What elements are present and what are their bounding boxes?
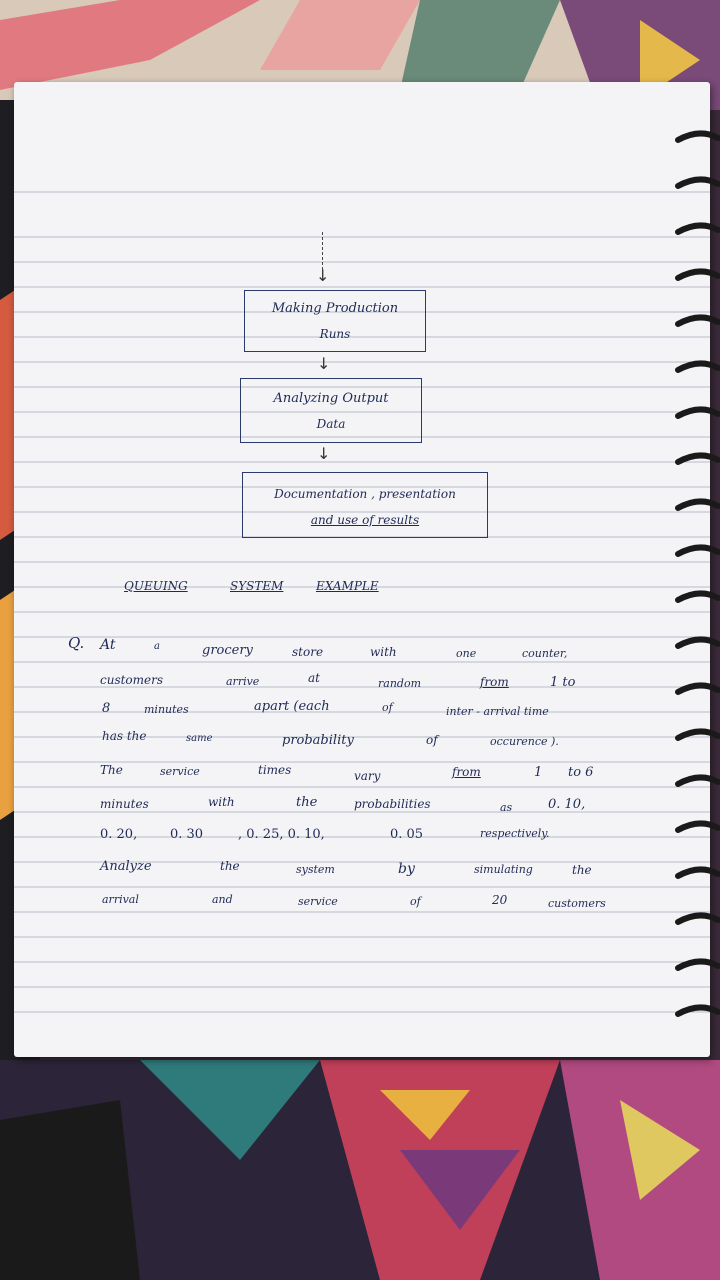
question-word: times bbox=[258, 763, 292, 777]
question-word: apart (each bbox=[254, 699, 330, 714]
question-word: 0. 20, bbox=[100, 827, 138, 842]
flow-arrow-down-icon: ↓ bbox=[317, 354, 331, 373]
question-word: of bbox=[426, 733, 438, 747]
question-word: 1 bbox=[534, 765, 543, 780]
question-word: the bbox=[572, 863, 592, 877]
question-word: of bbox=[410, 895, 421, 908]
flow-step-line2: Runs bbox=[319, 327, 351, 341]
question-word: service bbox=[160, 765, 200, 778]
question-word: grocery bbox=[202, 643, 253, 658]
flow-step-making-production-runs bbox=[244, 290, 426, 352]
question-word: arrival bbox=[102, 893, 139, 906]
flow-arrow-head-icon: ↓ bbox=[316, 266, 330, 285]
question-word: 0. 30 bbox=[170, 827, 204, 842]
question-word: 1 to bbox=[550, 675, 576, 690]
flow-arrow-down-icon: ↓ bbox=[317, 444, 331, 463]
heading-system: SYSTEM bbox=[230, 579, 284, 593]
ruled-lines bbox=[14, 82, 710, 1057]
question-word: one bbox=[456, 647, 477, 660]
question-word: as bbox=[500, 801, 513, 814]
question-word: minutes bbox=[100, 797, 149, 811]
question-word: and bbox=[212, 893, 233, 906]
question-word: with bbox=[208, 795, 235, 809]
question-word: service bbox=[298, 895, 338, 908]
heading-queuing: QUEUING bbox=[124, 579, 188, 593]
question-word: the bbox=[296, 795, 318, 810]
question-word: has the bbox=[102, 729, 147, 743]
flow-step-line2: and use of results bbox=[310, 513, 420, 527]
flow-step-documentation-presentation bbox=[242, 472, 488, 538]
question-word: random bbox=[378, 677, 421, 690]
question-word: counter, bbox=[522, 647, 568, 660]
question-word: , 0. 25, 0. 10, bbox=[238, 827, 325, 842]
question-word: simulating bbox=[474, 863, 533, 876]
question-word: store bbox=[292, 645, 324, 659]
flow-arrow-line bbox=[322, 232, 323, 270]
flow-step-line1: Making Production bbox=[271, 301, 399, 316]
question-word: from bbox=[452, 765, 481, 779]
question-word: at bbox=[308, 671, 320, 685]
question-word: 0. 05 bbox=[390, 827, 424, 842]
question-word: The bbox=[100, 763, 123, 777]
question-word: by bbox=[398, 861, 415, 877]
question-word: Analyze bbox=[100, 859, 152, 874]
question-word: vary bbox=[354, 769, 381, 783]
question-word: inter - arrival time bbox=[446, 705, 549, 718]
question-word: from bbox=[480, 675, 509, 689]
question-word: respectively. bbox=[480, 827, 550, 840]
question-word: 20 bbox=[492, 893, 508, 907]
flow-step-line1: Analyzing Output bbox=[273, 391, 389, 406]
question-word: to 6 bbox=[568, 765, 594, 780]
question-label: Q. bbox=[68, 634, 85, 652]
question-word: minutes bbox=[144, 703, 189, 716]
question-word: customers bbox=[100, 673, 164, 687]
question-word: occurence ). bbox=[490, 735, 559, 748]
question-word: system bbox=[296, 863, 335, 876]
question-word: customers bbox=[548, 897, 606, 910]
question-word: probability bbox=[282, 733, 354, 748]
heading-example: EXAMPLE bbox=[316, 579, 379, 593]
question-word: same bbox=[186, 733, 213, 744]
notebook-page bbox=[14, 82, 710, 1057]
flow-step-analyzing-output-data bbox=[240, 378, 422, 443]
question-word: arrive bbox=[226, 675, 260, 688]
question-word: a bbox=[154, 641, 160, 652]
question-word: At bbox=[100, 637, 116, 653]
question-word: 8 bbox=[102, 701, 111, 716]
question-word: with bbox=[370, 645, 397, 659]
spiral-binding bbox=[670, 120, 720, 1040]
flow-step-line1: Documentation , presentation bbox=[274, 487, 456, 501]
question-word: of bbox=[382, 701, 393, 714]
question-word: the bbox=[220, 859, 240, 873]
question-word: probabilities bbox=[354, 797, 431, 811]
question-word: 0. 10, bbox=[548, 797, 586, 812]
flow-step-line2: Data bbox=[316, 417, 346, 431]
